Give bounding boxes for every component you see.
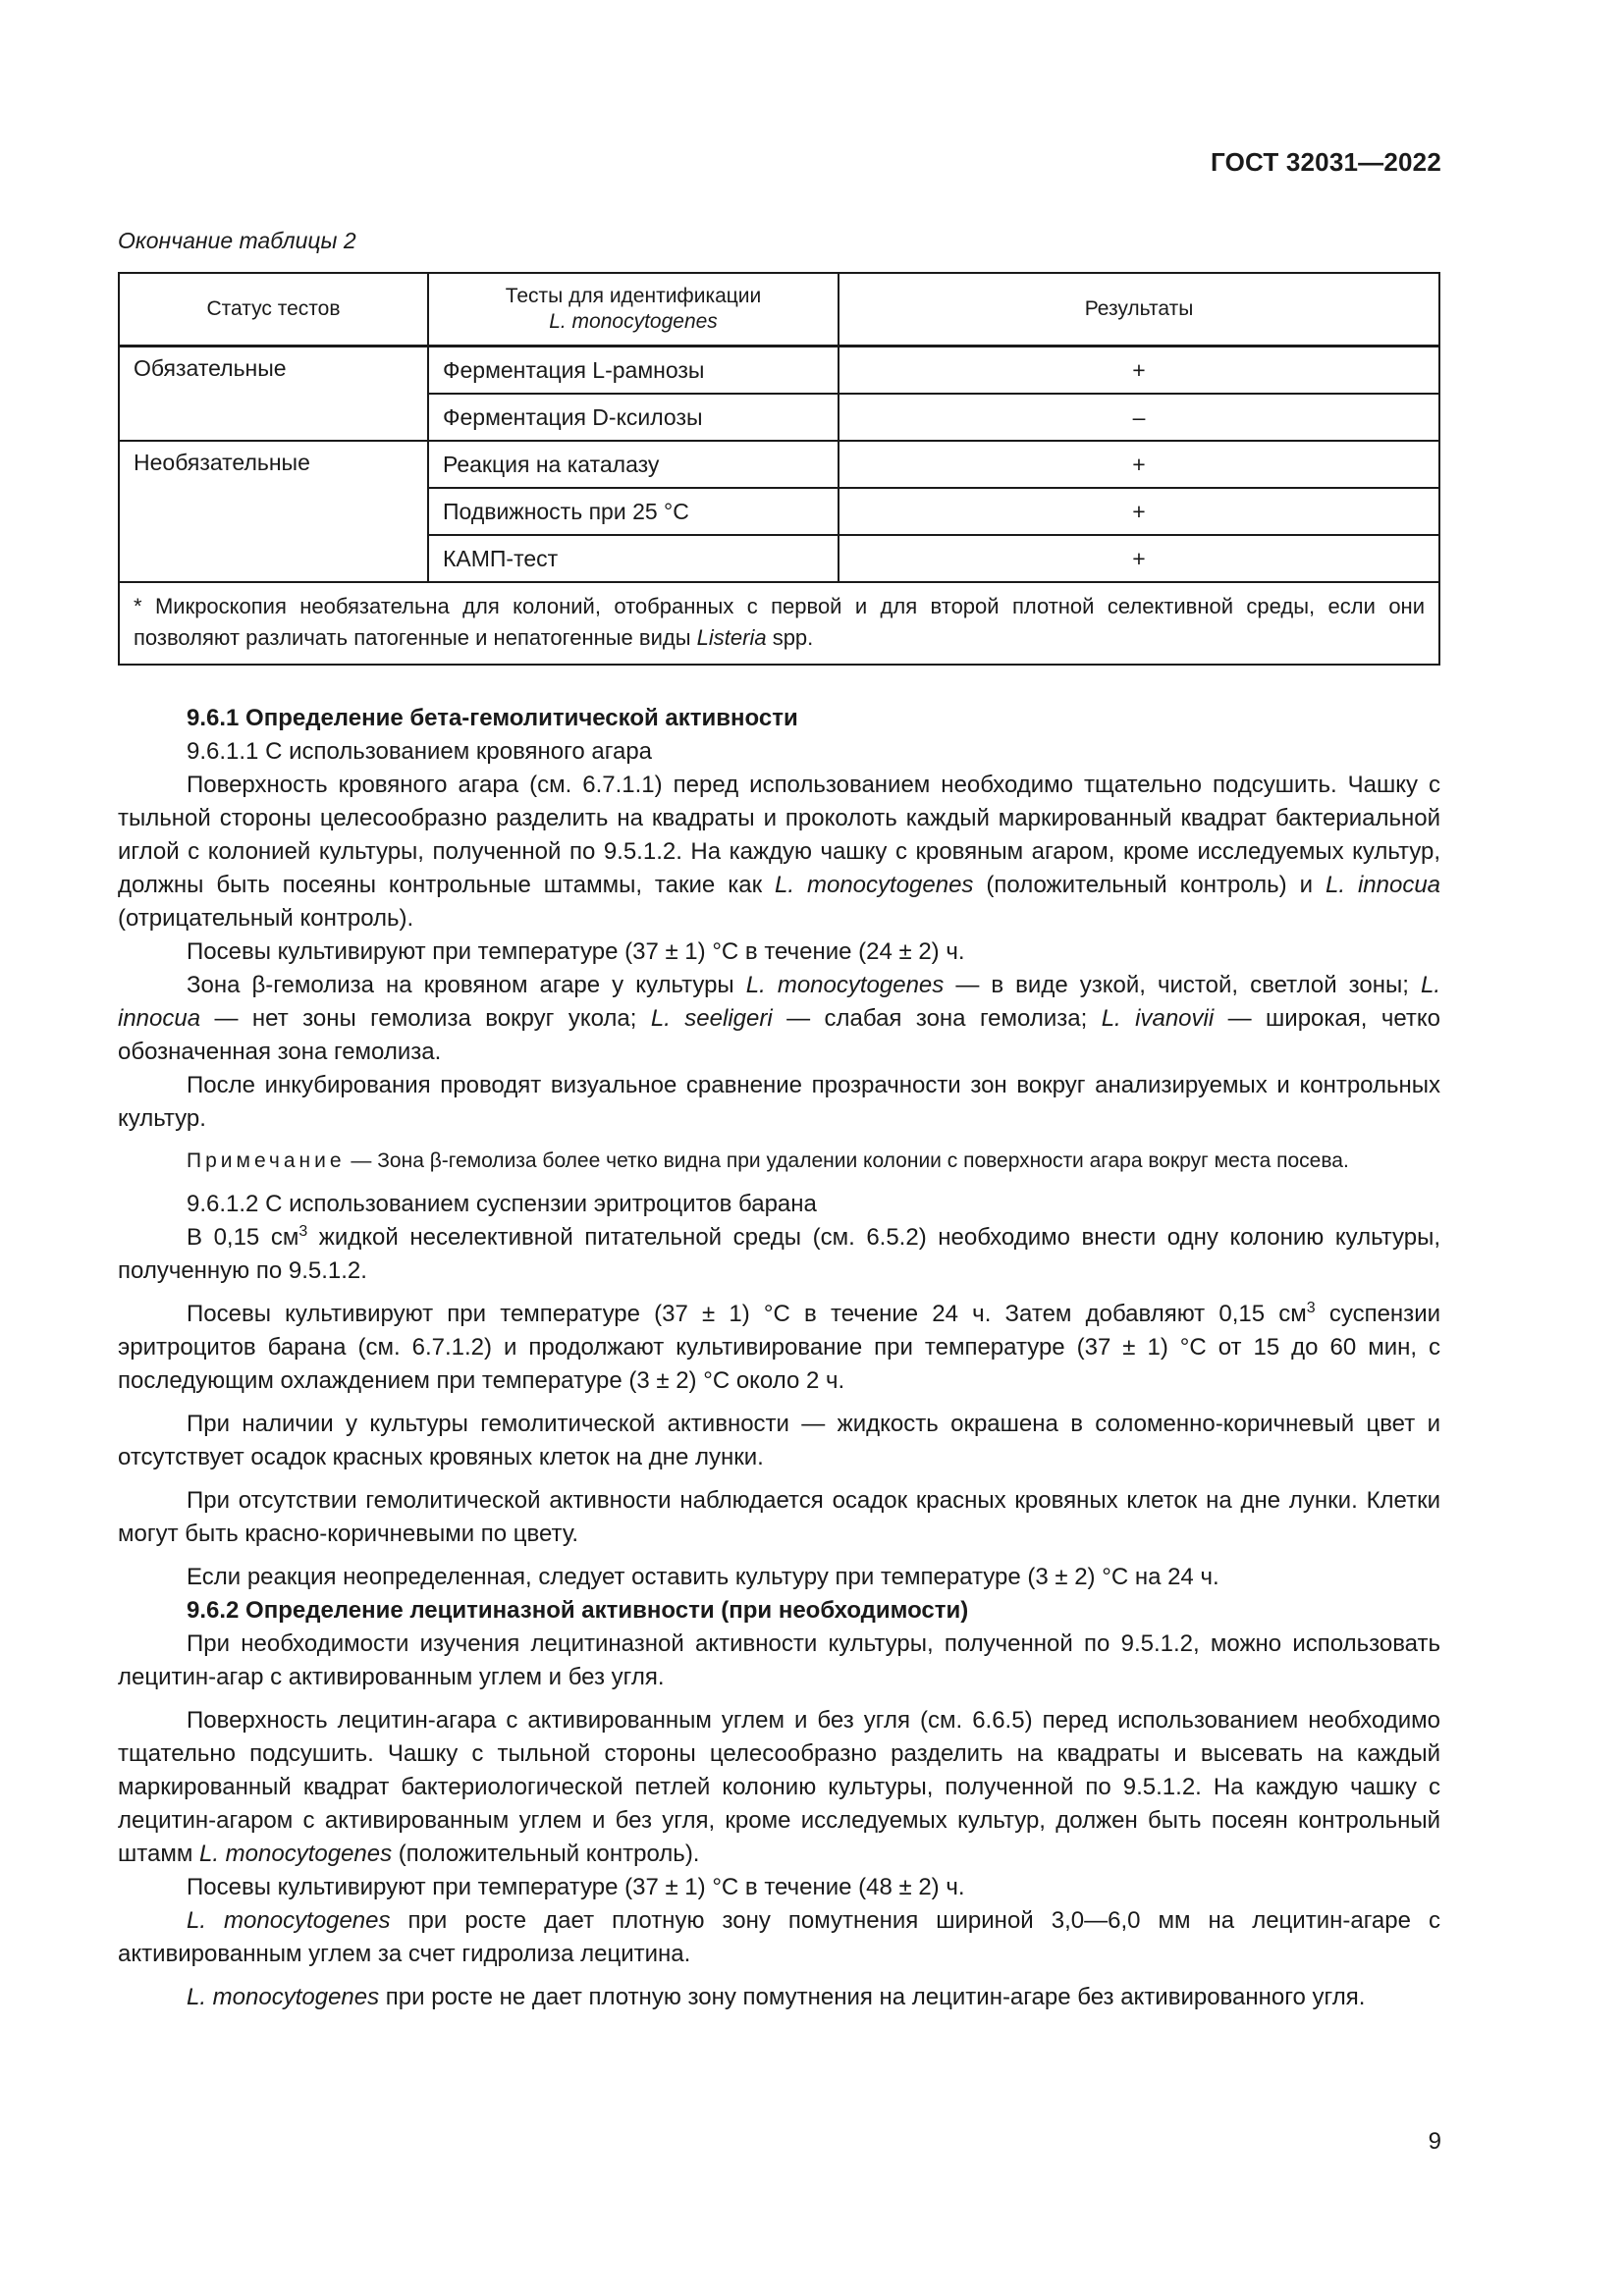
result-cell: – (839, 394, 1439, 441)
result-cell: + (839, 488, 1439, 535)
paragraph: Посевы культивируют при температуре (37 ± 1) °С в течение (48 ± 2) ч. (187, 1874, 965, 1900)
paragraph: Посевы культивируют при температуре (37 ± 1) °С в течение (24 ± 2) ч. (187, 938, 965, 965)
paragraph: При наличии у культуры гемолитической активности — жидкость окрашена в соломенно-коричневый цвет и отсутствует осадок красных кровяных клеток на дне лунки. (118, 1411, 1440, 1470)
test-cell: Ферментация L-рамнозы (428, 347, 839, 395)
paragraph: Зона β-гемолиза на кровяном агаре у культуры L. monocytogenes — в виде узкой, чистой, светлой зоны; L. innocua — нет зоны гемолиза вокруг укола; L. seeligeri — слабая зона гемолиза; L. ivanovii — широкая, четко обозначенная зона гемолиза. (118, 972, 1441, 1065)
paragraph: После инкубирования проводят визуальное сравнение прозрачности зон вокруг анализируемых и контрольных культур. (118, 1072, 1440, 1132)
document-code: ГОСТ 32031—2022 (1211, 147, 1441, 177)
test-cell: Ферментация D-ксилозы (428, 394, 839, 441)
result-cell: + (839, 535, 1439, 582)
table-header-row (119, 273, 1439, 347)
table-footnote-row (119, 582, 1439, 665)
page-number: 9 (1428, 2128, 1441, 2155)
result-cell: + (839, 347, 1439, 395)
table-caption: Окончание таблицы 2 (118, 228, 356, 253)
paragraph: Поверхность лецитин-агара с активированным углем и без угля (см. 6.6.5) перед использованием необходимо тщательно подсушить. Чашку с тыльной стороны целесообразно разделить на квадраты и высевать на каждый маркированный квадрат бактериологической петлей колонию культуры, полученной по 9.5.1.2. На каждую чашку с лецитин-агаром с активированным углем и без угля, кроме исследуемых культур, должен быть посеян контрольный штамм L. monocytogenes (положительный контроль). (118, 1707, 1440, 1867)
subsection-heading-9-6-1-2: 9.6.1.2 С использованием суспензии эритроцитов барана (187, 1191, 817, 1217)
paragraph: L. monocytogenes при росте дает плотную зону помутнения шириной 3,0—6,0 мм на лецитин-агаре с активированным углем за счет гидролиза лецитина. (118, 1907, 1441, 1967)
section-heading-9-6-1: 9.6.1 Определение бета-гемолитической активности (187, 705, 798, 731)
test-cell: Реакция на каталазу (428, 441, 839, 488)
section-heading-9-6-2: 9.6.2 Определение лецитиназной активности (при необходимости) (187, 1597, 969, 1624)
group-optional: Необязательные (119, 441, 428, 582)
paragraph: Поверхность кровяного агара (см. 6.7.1.1) перед использованием необходимо тщательно подсушить. Чашку с тыльной стороны целесообразно разделить на квадраты и проколоть каждый маркированный квадрат бактериальной иглой с колонией культуры, полученной по 9.5.1.2. На каждую чашку с кровяным агаром, кроме исследуемых культур, должны быть посеяны контрольные штаммы, такие как L. monocytogenes (положительный контроль) и L. innocua (отрицательный контроль). (118, 772, 1441, 932)
note-label: Примечание (187, 1149, 346, 1172)
header-status: Статус тестов (119, 273, 428, 347)
header-results: Результаты (839, 273, 1439, 347)
table-footnote: * Микроскопия необязательна для колоний, отобранных с первой и для второй плотной селективной среды, если они позволяют различать патогенные и непатогенные виды Listeria spp. (119, 582, 1439, 665)
result-cell: + (839, 441, 1439, 488)
document-body (118, 702, 1440, 2014)
paragraph: При отсутствии гемолитической активности наблюдается осадок красных кровяных клеток на дне лунки. Клетки могут быть красно-коричневыми по цвету. (118, 1487, 1440, 1547)
subsection-heading-9-6-1-1: 9.6.1.1 С использованием кровяного агара (187, 738, 653, 765)
note: Примечание — Зона β-гемолиза более четко видна при удалении колонии с поверхности агара вокруг места посева. (187, 1149, 1349, 1172)
paragraph: При необходимости изучения лецитиназной активности культуры, полученной по 9.5.1.2, можно использовать лецитин-агар с активированным углем и без угля. (118, 1630, 1440, 1690)
table-row (119, 441, 1439, 488)
identification-table (118, 272, 1440, 666)
test-cell: КАМП-тест (428, 535, 839, 582)
paragraph: Посевы культивируют при температуре (37 ± 1) °С в течение 24 ч. Затем добавляют 0,15 $см^3$ суспензии эритроцитов барана (см. 6.7.1.2) и продолжают культивирование при температуре (37 ± 1) °С от 15 до 60 мин, с последующим охлаждением при температуре (3 ± 2) °С около 2 ч. (118, 1300, 1441, 1394)
header-tests: Тесты для идентификации L. monocytogenes (428, 273, 839, 347)
paragraph: Если реакция неопределенная, следует оставить культуру при температуре (3 ± 2) °С на 24 ч. (187, 1564, 1219, 1590)
table-row (119, 347, 1439, 395)
paragraph: В 0,15 $см^3$ жидкой неселективной питательной среды (см. 6.5.2) необходимо внести одну колонию культуры, полученную по 9.5.1.2. (118, 1223, 1440, 1284)
test-cell: Подвижность при 25 °С (428, 488, 839, 535)
paragraph: L. monocytogenes при росте не дает плотную зону помутнения на лецитин-агаре без активированного угля. (187, 1984, 1366, 2010)
group-required: Обязательные (119, 347, 428, 442)
